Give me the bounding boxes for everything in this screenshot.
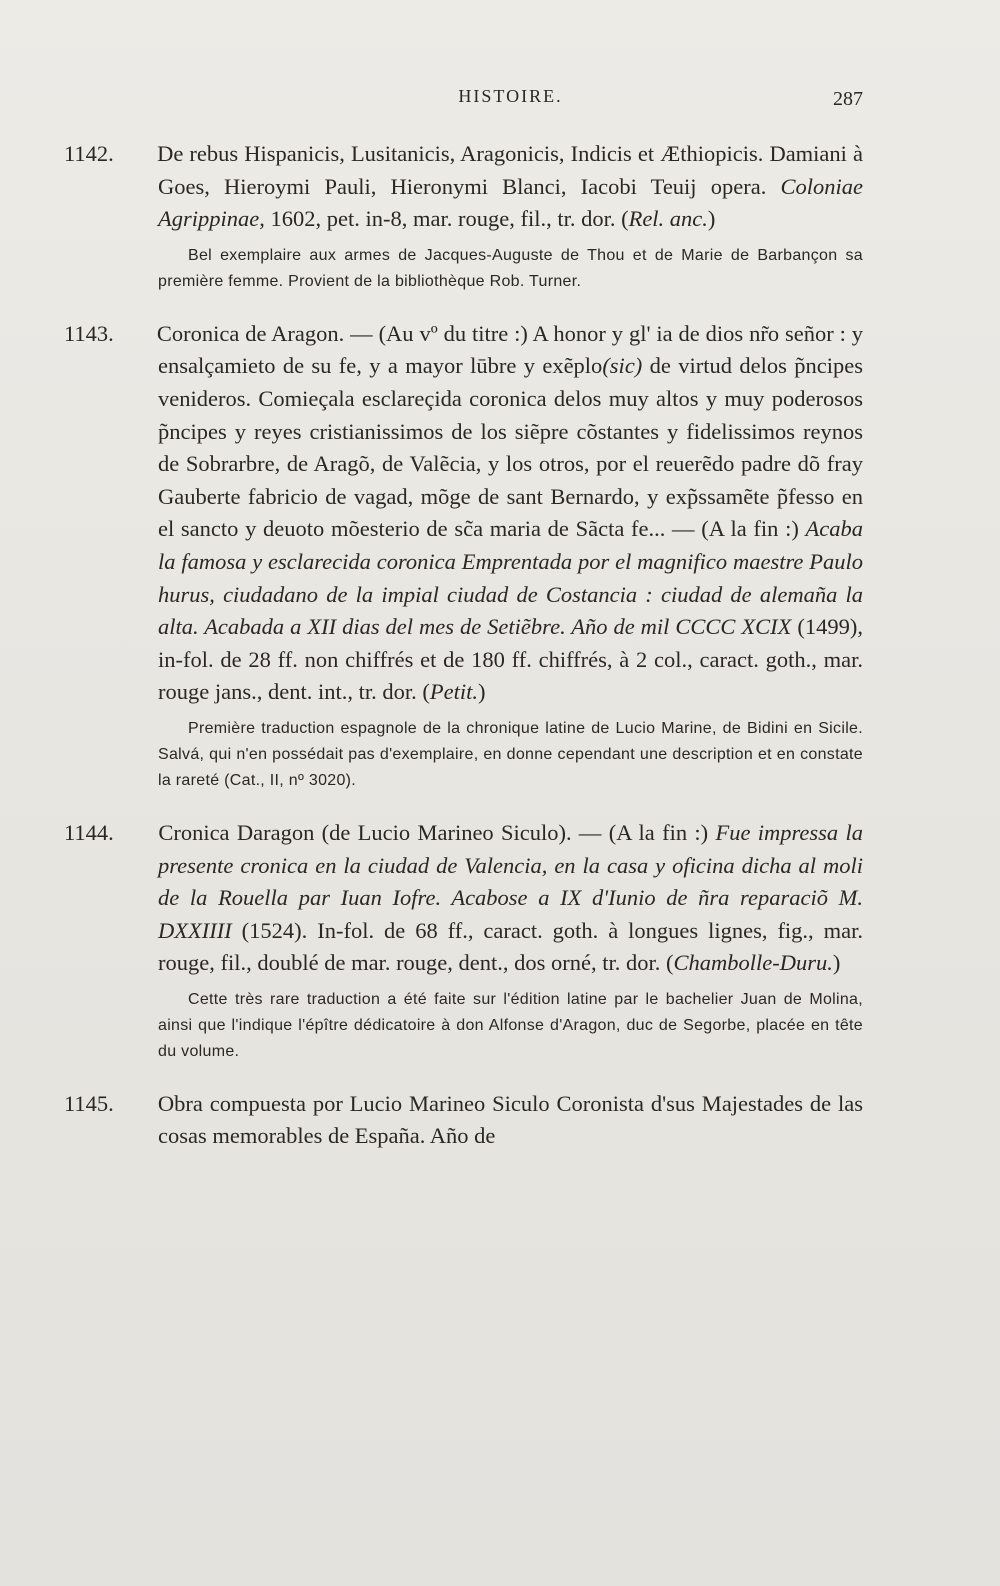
entry-number: 1142. xyxy=(64,141,114,166)
catalogue-entry-1144 xyxy=(64,817,863,1065)
catalogue-entry-1145 xyxy=(64,1088,864,1153)
entry-sic: (sic) xyxy=(602,353,643,379)
entry-description xyxy=(64,817,863,980)
entry-text: de virtud delos p̃ncipes venideros. Comieçala esclareçida coronica delos muy altos y muy poderosos p̃ncipes y reyes cristianissimos de los siẽpre cõstantes y fidelissimos reynos de Sobrarbre, de Aragõ, de Valẽcia, y los otros, por el reuerẽdo padre dõ fray Gauberte fabricio de vagad, mõge de sant Bernardo, y exp̃ssamẽte p̃fesso en el sancto y deuoto mõesterio de sc̃a maria de Sãcta fe... — (A la fin :) xyxy=(158,353,863,542)
entry-text: 1602, pet. in-8, mar. rouge, fil., tr. dor. ( xyxy=(264,206,629,232)
entry-note: Bel exemplaire aux armes de Jacques-Auguste de Thou et de Marie de Barbançon sa première femme. Provient de la bibliothèque Rob. Turner. xyxy=(158,246,863,290)
entry-text: ) xyxy=(477,679,486,705)
entry-note: Première traduction espagnole de la chronique latine de Lucio Marine, de Bidini en Sicile. Salvá, qui n'en possédait pas d'exemplaire, en donne cependant une description et en constate la rareté (Cat., II, nº 3020). xyxy=(158,719,863,789)
entry-description xyxy=(64,1088,864,1153)
catalogue-entry-1143 xyxy=(64,318,864,794)
entry-text: (1524). In-fol. de 68 ff., caract. goth. à longues lignes, fig., mar. rouge, fil., doublé de mar. rouge, dent., dos orné, tr. dor. ( xyxy=(158,917,863,976)
entry-text: Coronica de Aragon. — (Au vº du titre :) A honor y gl' ia de dios nr̃o señor : y ensalçamieto de su fe, y a mayor lūbre y exẽplo xyxy=(156,320,864,379)
running-head xyxy=(158,86,863,116)
page-title: HISTOIRE. xyxy=(458,86,563,106)
entry-text: (1499), in-fol. de 28 ff. non chiffrés et de 180 ff. chiffrés, à 2 col., caract. goth., mar. rouge jans., dent. int., tr. dor. ( xyxy=(158,614,863,705)
entry-number: 1145. xyxy=(64,1090,114,1116)
catalogue-entry-1142 xyxy=(64,138,863,295)
entry-binder: Petit. xyxy=(429,679,478,705)
entry-colophon: Acaba la famosa y esclarecida coronica Emprentada por el magnifico maestre Paulo hurus, ciudadano de la impial ciudad de Costancia : ciudad de alemaña la alta. Acabada a XII dias del mes de Setiẽbre. Año de mil CCCC XCIX xyxy=(158,516,863,640)
entry-number: 1144. xyxy=(64,819,114,845)
entry-text: Obra compuesta por Lucio Marineo Siculo Coronista d'sus Majestades de las cosas memorables de España. Año de xyxy=(157,1090,864,1149)
entry-binder: Rel. anc. xyxy=(628,206,708,232)
entry-note: Cette très rare traduction a été faite sur l'édition latine par le bachelier Juan de Molina, ainsi que l'indique l'épître dédicatoire à don Alfonse d'Aragon, duc de Segorbe, placée en tête du volume. xyxy=(158,990,863,1060)
entry-colophon: Fue impressa la presente cronica en la ciudad de Valencia, en la casa y oficina dicha al moli de la Rouella par Iuan Iofre. Acabose a IX d'Iunio de ñra reparaciõ M. DXXIIII xyxy=(158,819,863,943)
entry-description xyxy=(64,138,863,236)
entry-text: ) xyxy=(832,950,841,976)
entry-binder: Chambolle-Duru. xyxy=(673,950,833,976)
catalogue-body xyxy=(64,138,864,1153)
entry-description xyxy=(64,318,864,709)
entry-text: De rebus Hispanicis, Lusitanicis, Aragonicis, Indicis et Æthiopicis. Damiani à Goes, Hieroymi Pauli, Hieronymi Blanci, Iacobi Teuij opera. xyxy=(157,141,863,199)
entry-number: 1143. xyxy=(64,320,114,346)
entry-imprint: Coloniae Agrippinae, xyxy=(158,173,863,232)
entry-text: Cronica Daragon (de Lucio Marineo Siculo). — (A la fin :) xyxy=(158,819,716,845)
page-number: 287 xyxy=(833,88,863,110)
entry-text: ) xyxy=(707,206,716,232)
